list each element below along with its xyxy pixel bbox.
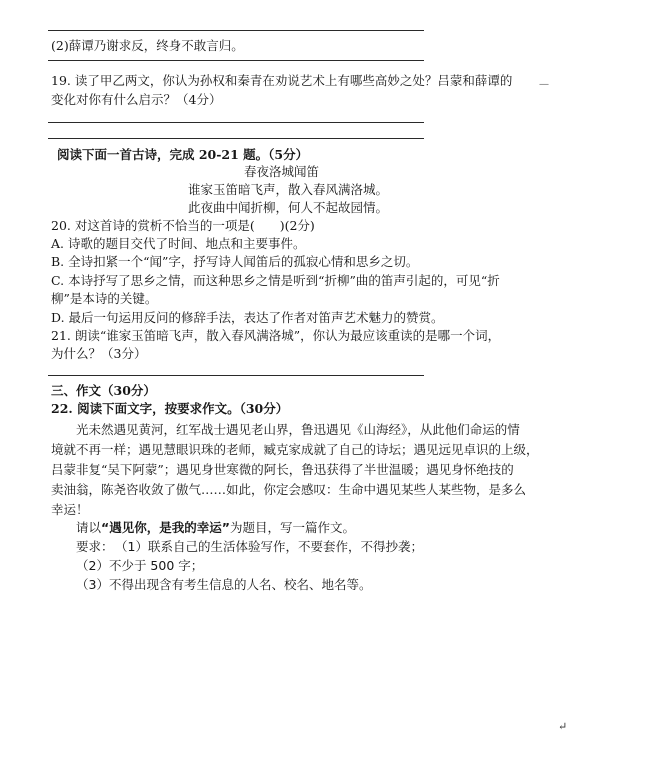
prompt-prefix: 请以 (76, 520, 102, 535)
passage-line: 光未然遇见黄河，红军战士遇见老山界，鲁迅遇见《山海经》，从此他们命运的情 (76, 422, 520, 437)
requirement-item: （2）不少于 500 字； (76, 558, 204, 573)
q19-line2: 变化对你有什么启示？（4分） (51, 92, 222, 107)
requirement-item: （3）不得出现含有考生信息的人名、校名、地名等。 (76, 577, 372, 592)
paragraph-mark-icon: ↵ (558, 720, 568, 733)
poem-section-heading: 阅读下面一首古诗，完成 20-21 题。（5分） (57, 147, 309, 162)
answer-line (48, 122, 424, 123)
q20-option-d: D. 最后一句运用反问的修辞手法，表达了作者对笛声艺术魅力的赞赏。 (51, 310, 444, 325)
q20-option-a: A. 诗歌的题目交代了时间、地点和主要事件。 (51, 236, 306, 251)
q20-option-b: B. 全诗扣紧一个“闻”字，抒写诗人闻笛后的孤寂心情和思乡之切。 (51, 254, 419, 269)
q22-heading: 22. 阅读下面文字，按要求作文。（30分） (51, 401, 289, 416)
q21-line1: 21. 朗读“谁家玉笛暗飞声，散入春风满洛城”，你认为最应该重读的是哪一个词， (51, 328, 501, 343)
poem-line: 谁家玉笛暗飞声，散入春风满洛城。 (188, 182, 389, 197)
q19-line1: 19. 读了甲乙两文，你认为孙权和秦青在劝说艺术上有哪些高妙之处？吕蒙和薛谭的 (51, 73, 513, 88)
answer-line (48, 138, 424, 139)
answer-line (48, 30, 424, 31)
q20-option-c-cont: 柳”是本诗的关键。 (51, 291, 158, 306)
requirements-label: 要求： (76, 539, 114, 554)
answer-line (48, 375, 424, 376)
prompt-title: “遇见你，是我的幸运” (101, 520, 230, 535)
q21-line2: 为什么？（3分） (51, 346, 147, 361)
passage-line: 卖油翁，陈尧咨收敛了傲气……如此，你定会感叹：生命中遇见某些人某些物，是多么 (51, 482, 527, 497)
q20-option-c: C. 本诗抒写了思乡之情，而这种思乡之情是听到“折柳”曲的笛声引起的，可见“折 (51, 273, 500, 288)
poem-title: 春夜洛城闻笛 (244, 164, 320, 179)
requirement-item: （1）联系自己的生活体验写作，不要套作，不得抄袭； (115, 539, 423, 554)
q20-stem: 20. 对这首诗的赏析不恰当的一项是( )(2分) (51, 218, 315, 233)
poem-line: 此夜曲中闻折柳，何人不起故园情。 (188, 200, 389, 215)
q18-part2-text: (2)薛谭乃谢求反，终身不敢言归。 (51, 38, 244, 53)
answer-line (48, 60, 424, 61)
passage-line: 境就不再一样；遇见慧眼识珠的老师，臧克家成就了自己的诗坛；遇见远见卓识的上级， (51, 442, 539, 457)
passage-line: 吕蒙非复“吴下阿蒙”；遇见身世寒微的阿长，鲁迅获得了半世温暖；遇见身怀绝技的 (51, 462, 514, 477)
composition-section-title: 三、作文（30分） (51, 383, 156, 398)
composition-prompt (76, 519, 355, 537)
line-end-mark: — (539, 79, 549, 90)
passage-line: 幸运！ (51, 502, 89, 517)
prompt-suffix: 为题目，写一篇作文。 (229, 520, 355, 535)
